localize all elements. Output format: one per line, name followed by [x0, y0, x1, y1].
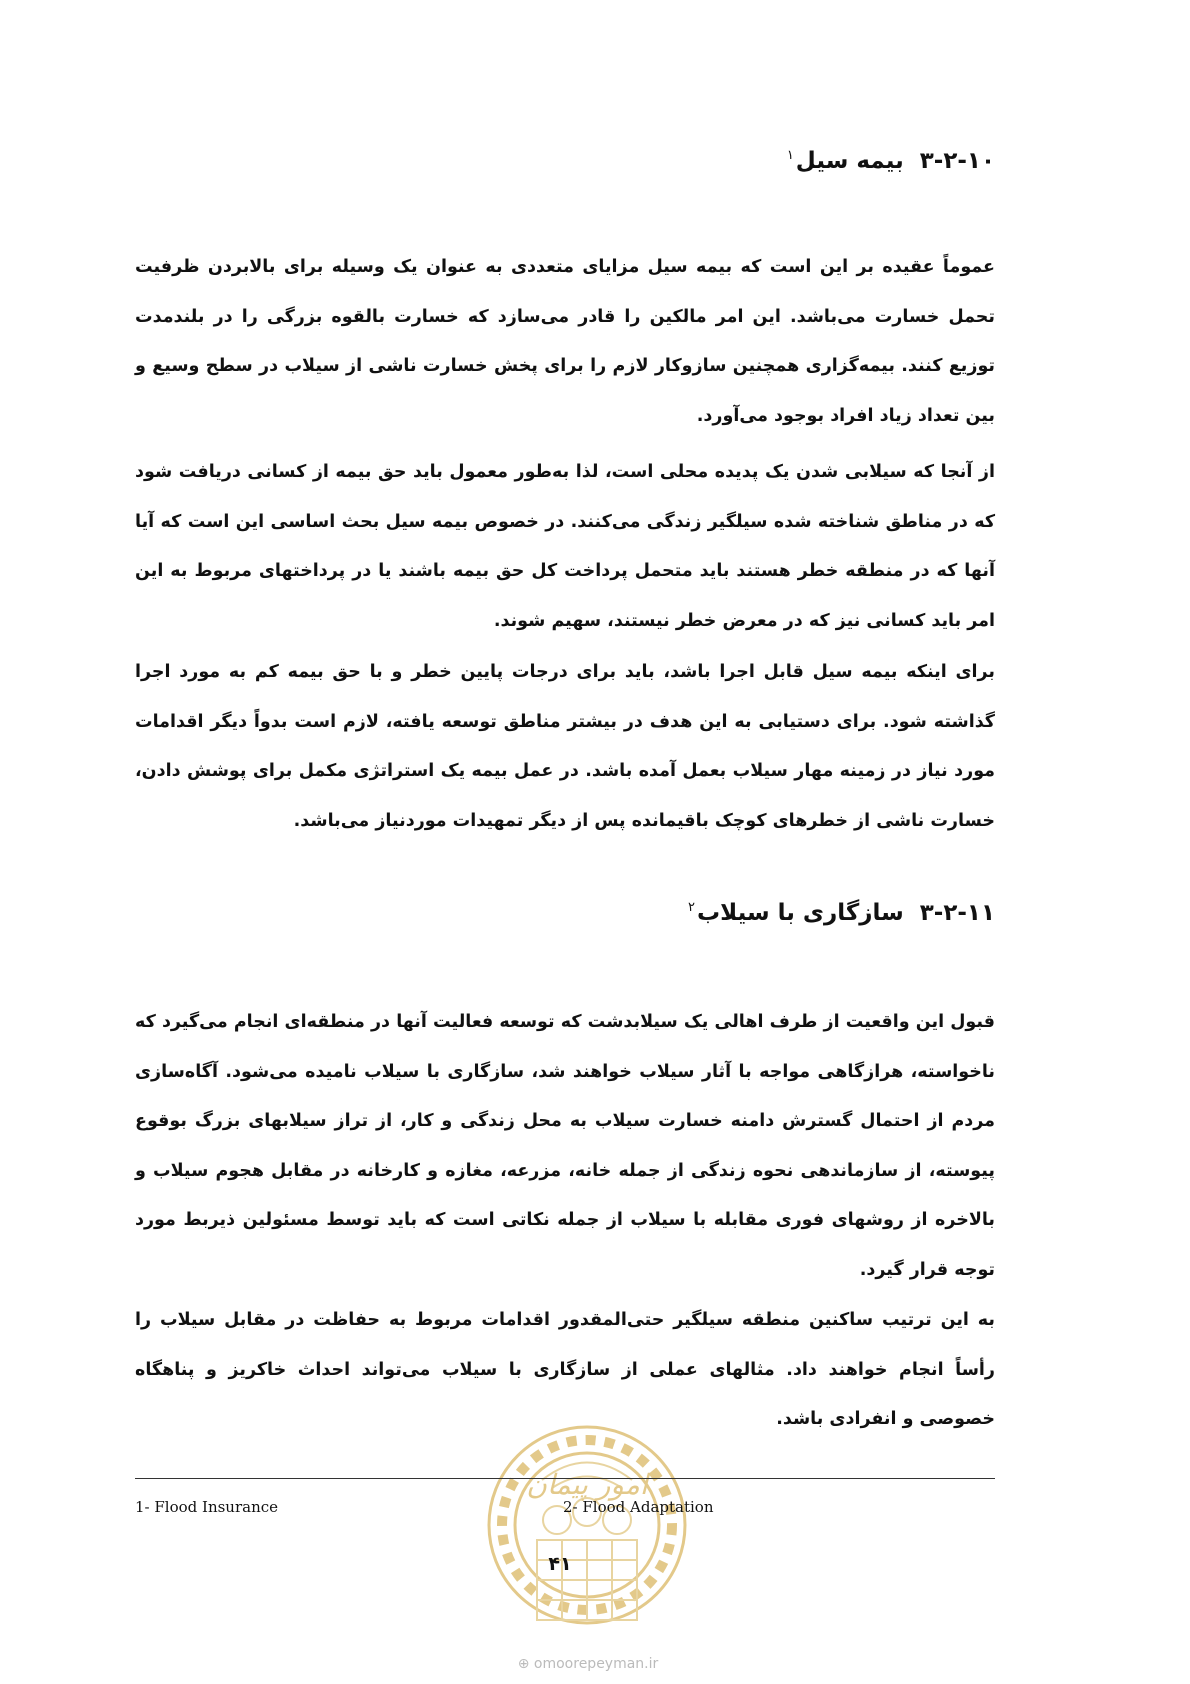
paragraph: به این ترتیب ساکنین منطقه سیلگیر حتی‌المقدور اقدامات مربوط به حفاظت در مقابل سیلاب را رأساً انجام خواهند داد. مثالهای عملی از سازگاری با سیلاب می‌تواند احداث خاکریز و پناهگاه خصوصی و انفرادی باشد.	[135, 1310, 995, 1429]
section-number: ۳-۲-۱۱	[919, 900, 995, 926]
watermark-website	[478, 1656, 698, 1672]
paragraph: عموماً عقیده بر این است که بیمه سیل مزایای متعددی به عنوان یک وسیله برای بالابردن ظرفیت تحمل خسارت می‌باشد. این امر مالکین را قادر می‌سازد که خسارت بالقوه بزرگی را در بلندمدت توزیع کنند. بیمه‌گزاری همچنین سازوکار لازم را برای پخش خسارت ناشی از سیلاب در سطح وسیع و بین تعداد زیاد افراد بوجود می‌آورد.	[135, 257, 995, 426]
footnote-ref: ۲	[688, 900, 696, 916]
section-title: بیمه سیل	[795, 148, 904, 174]
section-number: ۳-۲-۱۰	[919, 148, 995, 174]
paragraph: از آنجا که سیلابی شدن یک پدیده محلی است، لذا به‌طور معمول باید حق بیمه از کسانی دریافت شود که در مناطق شناخته شده سیلگیر زندگی می‌کنند. در خصوص بیمه سیل بحث اساسی این است که آیا آنها که در منطقه خطر هستند باید متحمل پرداخت کل حق بیمه باشند یا در پرداختهای مربوط به این امر باید کسانی نیز که در معرض خطر نیستند، سهیم شوند.	[135, 462, 995, 631]
seal-lettering: امور پیمان	[526, 1468, 648, 1501]
website-text: omoorepeyman.ir	[533, 1656, 659, 1672]
footnote-separator	[135, 1478, 995, 1479]
page-number: ۴۱	[548, 1553, 572, 1575]
paragraph: برای اینکه بیمه سیل قابل اجرا باشد، باید برای درجات پایین خطر و با حق بیمه کم به مورد اجرا گذاشته شود. برای دستیابی به این هدف در بیشتر مناطق توسعه یافته، لازم است بدواً دیگر اقدامات مورد نیاز در زمینه مهار سیلاب بعمل آمده باشد. در عمل بیمه یک استراتژی مکمل برای پوشش دادن، خسارت ناشی از خطرهای کوچک باقیمانده پس از دیگر تمهیدات موردنیاز می‌باشد.	[135, 662, 995, 831]
paragraph: قبول این واقعیت از طرف اهالی یک سیلابدشت که توسعه فعالیت آنها در منطقه‌ای انجام می‌گیرد که ناخواسته، هرازگاهی مواجه با آثار سیلاب خواهند شد، سازگاری با سیلاب نامیده می‌شود. آگاه‌سازی مردم از احتمال گسترش دامنه خسارت سیلاب به محل زندگی و کار، از تراز سیلابهای بزرگ بوقوع پیوسته، از سازماندهی نحوه زندگی از جمله خانه، مزرعه، مغازه و کارخانه در مقابل هجوم سیلاب و بالاخره از روشهای فوری مقابله با سیلاب از جمله نکاتی است که باید توسط مسئولین ذیربط مورد توجه قرار گیرد.	[135, 1012, 995, 1280]
section-heading-flood-adaptation	[688, 900, 995, 926]
footnote-2: 2- Flood Adaptation	[563, 1498, 714, 1516]
footnote-1: 1- Flood Insurance	[135, 1498, 279, 1516]
section-title: سازگاری با سیلاب	[697, 900, 904, 926]
watermark-seal-logo	[482, 1420, 692, 1652]
globe-icon: ⊕	[517, 1656, 530, 1672]
section-heading-flood-insurance	[787, 148, 995, 174]
footnote-ref: ۱	[786, 148, 794, 164]
